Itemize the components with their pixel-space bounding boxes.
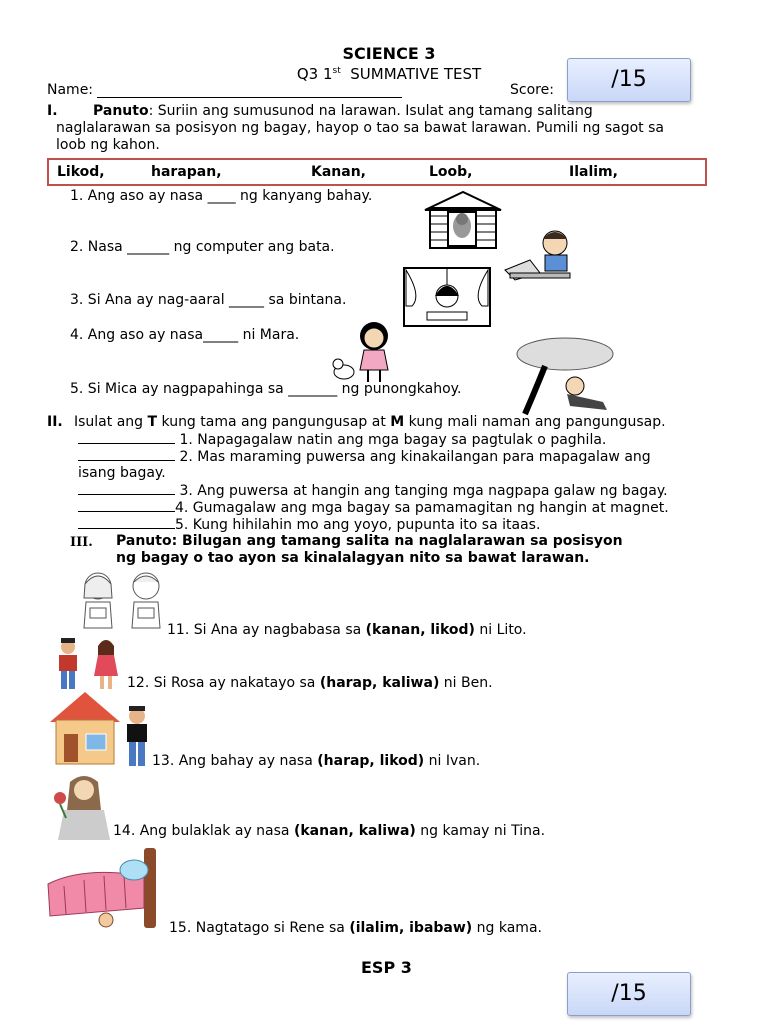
child-at-computer-illustration [500,225,590,283]
choice-kanan: Kanan, [311,164,366,180]
part1-item-1: 1. Ang aso ay nasa ____ ng kanyang bahay. [70,188,373,204]
part3-item-11: 11. Si Ana ay nagbabasa sa (kanan, likod) ni Lito. [167,622,527,638]
part2-item-5: 5. Kung hihilahin mo ang yoyo, pupunta ito sa itaas. [78,516,540,533]
girl-at-window-illustration [402,266,492,328]
boy-and-girl-standing-illustration [52,638,126,690]
score-label: Score: [510,82,554,98]
subject-title: SCIENCE 3 [342,44,436,63]
choice-harapan: harapan, [151,164,222,180]
choice-loob: Loob, [429,164,473,180]
esp-title: ESP 3 [361,958,412,977]
answer-blank[interactable] [78,448,175,461]
part1-item-3: 3. Si Ana ay nag-aaral _____ sa bintana. [70,292,347,308]
girl-under-tree-illustration [515,336,619,416]
part1-item-5: 5. Si Mica ay nagpapahinga sa _______ ng punongkahoy. [70,381,462,397]
choices-box [47,158,707,186]
part3-item-13: 13. Ang bahay ay nasa (harap, likod) ni Ivan. [152,753,481,769]
girl-holding-flower-illustration [48,770,114,840]
name-field[interactable]: Name: [47,82,402,98]
part2-item-4: 4. Gumagalaw ang mga bagay sa pamamagitan ng hangin at magnet. [78,499,669,516]
dog-in-doghouse-illustration [420,190,506,250]
part1-instruction-line2: naglalarawan sa posisyon ng bagay, hayop o tao sa bawat larawan. Pumili ng sagot sa [56,120,664,136]
part2-item-2: 2. Mas maraming puwersa ang kinakailangan para mapagalaw ang [78,448,651,465]
answer-blank[interactable] [78,516,175,529]
part2-item-2-cont: isang bagay. [78,465,166,481]
part1-item-2: 2. Nasa ______ ng computer ang bata. [70,239,335,255]
test-title: Q3 1st SUMMATIVE TEST [296,65,482,83]
part3-instruction-line1: Panuto: Bilugan ang tamang salita na naglalarawan sa posisyon [116,533,623,549]
part3-item-15: 15. Nagtatago si Rene sa (ilalim, ibabaw) ng kama. [169,920,542,936]
child-under-bed-illustration [44,846,164,932]
answer-blank[interactable] [78,499,175,512]
answer-blank[interactable] [78,482,175,495]
answer-blank[interactable] [78,431,175,444]
score-box: /15 [567,58,691,102]
part3-numeral: III. [70,535,93,550]
part3-item-14: 14. Ang bulaklak ay nasa (kanan, kaliwa) ng kamay ni Tina. [113,823,546,839]
part2-item-1: 1. Napagagalaw natin ang mga bagay sa pagtulak o paghila. [78,431,606,448]
part1-instruction-line1: Panuto: Suriin ang sumusunod na larawan. Isulat ang tamang salitang [93,103,593,119]
choice-ilalim: Ilalim, [569,164,618,180]
part3-item-12: 12. Si Rosa ay nakatayo sa (harap, kaliwa) ni Ben. [127,675,493,691]
part1-item-4: 4. Ang aso ay nasa_____ ni Mara. [70,327,300,343]
part2-instruction: Isulat ang T kung tama ang pangungusap at M kung mali naman ang pangungusap. [74,414,666,430]
choice-likod: Likod, [57,164,105,180]
two-children-reading-illustration [70,568,170,636]
part2-item-3: 3. Ang puwersa at hangin ang tanging mga nagpapa galaw ng bagay. [78,482,668,499]
esp-score-box: /15 [567,972,691,1016]
house-and-boy-illustration [48,690,154,768]
part3-instruction-line2: ng bagay o tao ayon sa kinalalagyan nito sa bawat larawan. [116,550,590,566]
girl-and-dog-illustration [330,318,410,386]
part1-instruction-line3: loob ng kahon. [56,137,160,153]
part2-numeral: II. [47,414,63,430]
part1-numeral: I. [47,103,58,119]
